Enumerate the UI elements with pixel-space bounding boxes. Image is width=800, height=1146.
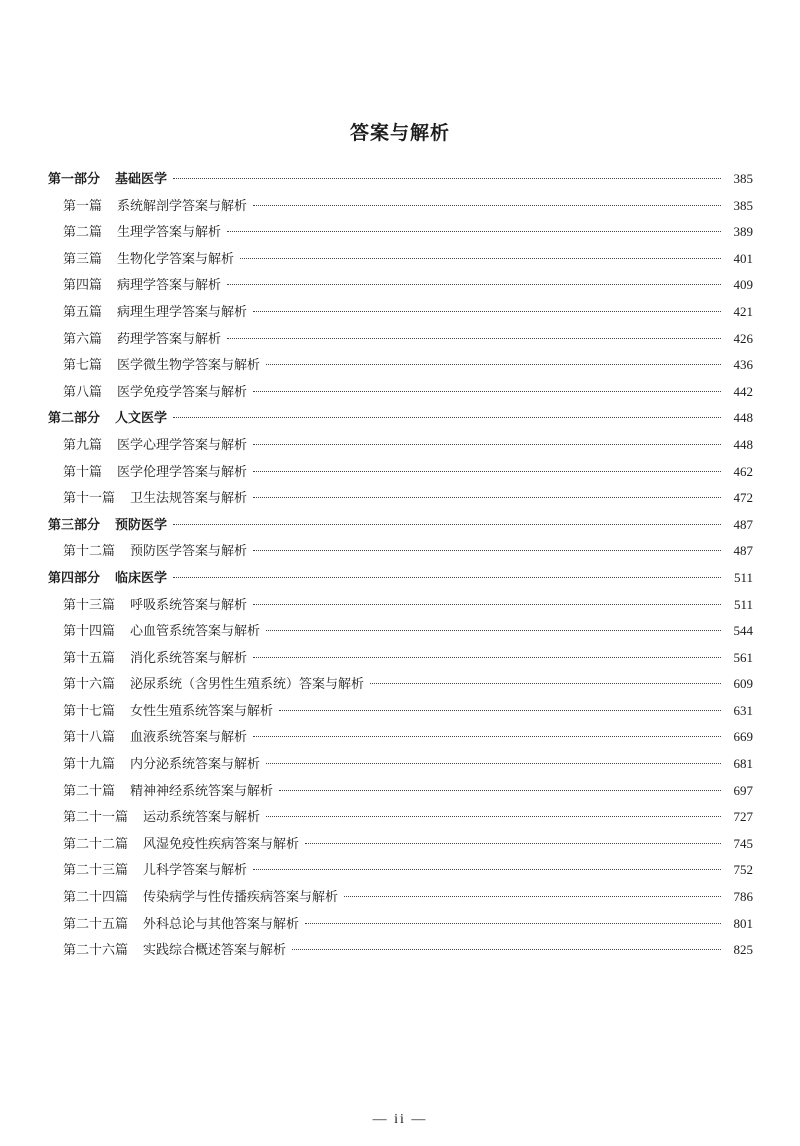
toc-entry-page: 426 — [733, 330, 753, 346]
toc-chapter-entry[interactable] — [48, 620, 753, 647]
toc-entry-page: 389 — [733, 224, 753, 240]
toc-entry-number: 第三篇 — [63, 251, 103, 267]
toc-entry-page: 511 — [733, 596, 753, 612]
toc-entry-title: 血液系统答案与解析 — [130, 730, 248, 746]
toc-entry-page: 442 — [733, 383, 753, 399]
toc-entry-title: 女性生殖系统答案与解析 — [130, 703, 274, 719]
toc-entry-title: 医学微生物学答案与解析 — [117, 358, 261, 374]
toc-entry-title: 传染病学与性传播疾病答案与解析 — [143, 890, 339, 906]
toc-chapter-entry[interactable] — [48, 328, 753, 355]
toc-entry-title: 风湿免疫性疾病答案与解析 — [143, 836, 300, 852]
toc-entry-number: 第二十四篇 — [63, 890, 129, 906]
toc-entry-number: 第十八篇 — [63, 730, 116, 746]
toc-entry-page: 401 — [733, 250, 753, 266]
toc-entry-page: 436 — [733, 357, 753, 373]
toc-entry-title: 泌尿系统（含男性生殖系统）答案与解析 — [130, 677, 365, 693]
toc-entry-number: 第一部分 — [48, 172, 101, 187]
dot-leader — [266, 630, 721, 631]
toc-entry-number: 第十四篇 — [63, 624, 116, 640]
toc-entry-title: 心血管系统答案与解析 — [130, 624, 261, 640]
toc-entry-page: 421 — [733, 303, 753, 319]
toc-entry-title: 生理学答案与解析 — [117, 225, 222, 241]
toc-chapter-entry[interactable] — [48, 939, 753, 966]
toc-entry-number: 第二部分 — [48, 411, 101, 427]
toc-chapter-entry[interactable] — [48, 913, 753, 940]
dot-leader — [279, 710, 721, 711]
toc-part-entry[interactable] — [48, 168, 753, 195]
toc-chapter-entry[interactable] — [48, 833, 753, 860]
toc-chapter-entry[interactable] — [48, 859, 753, 886]
dot-leader — [305, 923, 721, 924]
toc-entry-page: 487 — [733, 516, 753, 532]
dot-leader — [370, 683, 721, 684]
toc-part-entry[interactable] — [48, 407, 753, 434]
dot-leader — [266, 364, 721, 365]
dot-leader — [344, 896, 721, 897]
toc-chapter-entry[interactable] — [48, 753, 753, 780]
toc-entry-title: 精神神经系统答案与解析 — [130, 783, 274, 799]
toc-entry-title: 预防医学答案与解析 — [130, 544, 248, 560]
toc-entry-number: 第六篇 — [63, 331, 103, 347]
toc-entry-page: 745 — [733, 835, 753, 851]
toc-entry-title: 药理学答案与解析 — [117, 331, 222, 347]
toc-chapter-entry[interactable] — [48, 354, 753, 381]
toc-entry-page: 462 — [733, 463, 753, 479]
toc-chapter-entry[interactable] — [48, 806, 753, 833]
toc-entry-page: 448 — [733, 436, 753, 452]
dot-leader — [227, 284, 721, 285]
dot-leader — [253, 311, 721, 312]
dot-leader — [173, 577, 721, 578]
toc-entry-page: 727 — [733, 809, 753, 825]
toc-chapter-entry[interactable] — [48, 487, 753, 514]
table-of-contents — [48, 168, 753, 966]
dot-leader — [253, 550, 721, 551]
toc-chapter-entry[interactable] — [48, 594, 753, 621]
toc-entry-page: 511 — [733, 569, 753, 585]
toc-part-entry[interactable] — [48, 567, 753, 594]
toc-entry-title: 卫生法规答案与解析 — [130, 491, 248, 507]
toc-entry-page: 631 — [733, 702, 753, 718]
toc-chapter-entry[interactable] — [48, 780, 753, 807]
page-title: 答案与解析 — [349, 122, 450, 144]
toc-entry-page: 752 — [733, 862, 753, 878]
dot-leader — [279, 790, 721, 791]
toc-entry-number: 第二十一篇 — [63, 810, 129, 826]
dot-leader — [253, 205, 721, 206]
toc-entry-page: 825 — [733, 942, 753, 958]
toc-entry-page: 669 — [733, 729, 753, 745]
dot-leader — [253, 736, 721, 737]
toc-entry-number: 第二十三篇 — [63, 863, 129, 879]
dot-leader — [305, 843, 721, 844]
toc-entry-title: 病理学答案与解析 — [117, 278, 222, 294]
toc-entry-number: 第四篇 — [63, 278, 103, 294]
toc-entry-number: 第五篇 — [63, 304, 103, 320]
toc-entry-number: 第十五篇 — [63, 650, 116, 666]
toc-entry-number: 第十六篇 — [63, 677, 116, 693]
toc-entry-title: 医学伦理学答案与解析 — [117, 464, 248, 480]
toc-chapter-entry[interactable] — [48, 886, 753, 913]
toc-entry-page: 448 — [733, 410, 753, 426]
toc-entry-number: 第二十二篇 — [63, 836, 129, 852]
toc-entry-page: 409 — [733, 277, 753, 293]
dot-leader — [240, 258, 721, 259]
toc-entry-number: 第四部分 — [48, 570, 101, 586]
toc-entry-page: 561 — [733, 649, 753, 665]
toc-entry-number: 第二十六篇 — [63, 943, 129, 959]
dot-leader — [266, 816, 721, 817]
toc-entry-number: 第二篇 — [63, 225, 103, 241]
toc-entry-page: 487 — [733, 543, 753, 559]
toc-entry-title: 外科总论与其他答案与解析 — [143, 916, 300, 932]
toc-entry-page: 385 — [733, 197, 753, 213]
toc-chapter-entry[interactable] — [48, 301, 753, 328]
toc-entry-page: 544 — [733, 623, 753, 639]
toc-entry-title: 呼吸系统答案与解析 — [130, 597, 248, 613]
toc-chapter-entry[interactable] — [48, 540, 753, 567]
toc-entry-title: 儿科学答案与解析 — [143, 863, 248, 879]
toc-entry-title: 运动系统答案与解析 — [143, 810, 261, 826]
toc-entry-title: 基础医学 — [115, 172, 168, 187]
dot-leader — [227, 231, 721, 232]
dot-leader — [253, 471, 721, 472]
toc-entry-title: 预防医学 — [115, 517, 168, 533]
dot-leader — [266, 763, 721, 764]
toc-chapter-entry[interactable] — [48, 274, 753, 301]
toc-chapter-entry[interactable] — [48, 221, 753, 248]
page-number: — ii — — [372, 1112, 428, 1127]
toc-entry-title: 内分泌系统答案与解析 — [130, 757, 261, 773]
toc-chapter-entry[interactable] — [48, 195, 753, 222]
toc-chapter-entry[interactable] — [48, 461, 753, 488]
dot-leader — [253, 869, 721, 870]
toc-entry-number: 第十篇 — [63, 464, 103, 480]
toc-chapter-entry[interactable] — [48, 647, 753, 674]
dot-leader — [253, 444, 721, 445]
toc-entry-title: 医学免疫学答案与解析 — [117, 384, 248, 400]
dot-leader — [253, 604, 721, 605]
toc-entry-number: 第十九篇 — [63, 757, 116, 773]
toc-entry-title: 临床医学 — [115, 570, 168, 586]
toc-entry-number: 第八篇 — [63, 384, 103, 400]
toc-entry-page: 697 — [733, 782, 753, 798]
toc-entry-title: 人文医学 — [115, 411, 168, 427]
toc-entry-page: 385 — [733, 171, 753, 186]
toc-entry-title: 消化系统答案与解析 — [130, 650, 248, 666]
toc-entry-page: 472 — [733, 490, 753, 506]
toc-entry-title: 系统解剖学答案与解析 — [117, 198, 248, 214]
toc-entry-number: 第十三篇 — [63, 597, 116, 613]
dot-leader — [173, 178, 721, 179]
dot-leader — [173, 524, 721, 525]
toc-entry-title: 医学心理学答案与解析 — [117, 437, 248, 453]
toc-chapter-entry[interactable] — [48, 726, 753, 753]
dot-leader — [253, 657, 721, 658]
toc-chapter-entry[interactable] — [48, 434, 753, 461]
toc-chapter-entry[interactable] — [48, 381, 753, 408]
dot-leader — [253, 391, 721, 392]
toc-entry-page: 786 — [733, 889, 753, 905]
toc-entry-title: 病理生理学答案与解析 — [117, 304, 248, 320]
toc-entry-number: 第十一篇 — [63, 491, 116, 507]
toc-entry-number: 第十二篇 — [63, 544, 116, 560]
dot-leader — [173, 417, 721, 418]
toc-entry-title: 实践综合概述答案与解析 — [143, 943, 287, 959]
toc-entry-number: 第三部分 — [48, 517, 101, 533]
toc-entry-page: 609 — [733, 676, 753, 692]
dot-leader — [227, 338, 721, 339]
toc-entry-number: 第二十五篇 — [63, 916, 129, 932]
toc-entry-number: 第九篇 — [63, 437, 103, 453]
toc-entry-page: 681 — [733, 756, 753, 772]
toc-entry-number: 第一篇 — [63, 198, 103, 214]
dot-leader — [253, 497, 721, 498]
toc-entry-page: 801 — [733, 915, 753, 931]
toc-entry-title: 生物化学答案与解析 — [117, 251, 235, 267]
toc-entry-number: 第二十篇 — [63, 783, 116, 799]
toc-chapter-entry[interactable] — [48, 673, 753, 700]
dot-leader — [292, 949, 721, 950]
toc-chapter-entry[interactable] — [48, 248, 753, 275]
toc-part-entry[interactable] — [48, 514, 753, 541]
toc-chapter-entry[interactable] — [48, 700, 753, 727]
toc-entry-number: 第七篇 — [63, 358, 103, 374]
toc-entry-number: 第十七篇 — [63, 703, 116, 719]
